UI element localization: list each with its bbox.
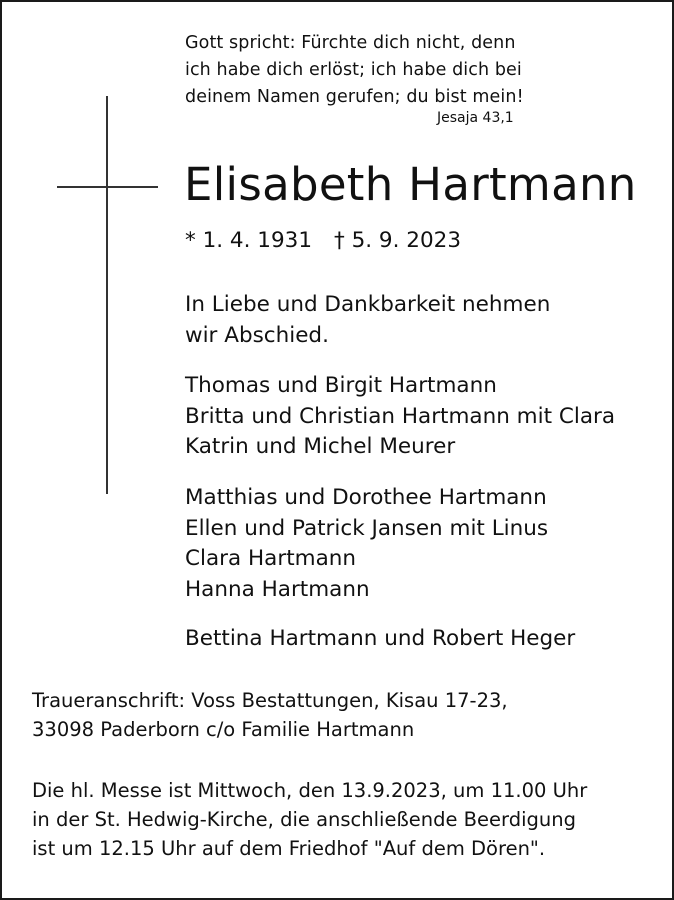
mourner-line: Ellen und Patrick Jansen mit Linus xyxy=(185,515,549,541)
service-line: ist um 12.15 Uhr auf dem Friedhof "Auf dem Dören". xyxy=(32,837,546,860)
mourner-line: Katrin und Michel Meurer xyxy=(185,434,456,459)
life-dates xyxy=(185,228,461,253)
quote-line: ich habe dich erlöst; ich habe dich bei xyxy=(185,60,522,80)
mourner-line: Bettina Hartmann und Robert Heger xyxy=(185,626,576,651)
cross-icon-horizontal-bar xyxy=(57,186,158,188)
quote-line: deinem Namen gerufen; du bist mein! xyxy=(185,87,524,107)
address-line: Traueranschrift: Voss Bestattungen, Kisau 17-23, xyxy=(32,689,508,712)
cross-icon-vertical-bar xyxy=(106,96,108,494)
farewell-text xyxy=(185,290,550,351)
address-line: 33098 Paderborn c/o Familie Hartmann xyxy=(32,718,415,741)
mourner-line: Thomas und Birgit Hartmann xyxy=(185,373,497,398)
mourners-group-1 xyxy=(185,371,615,463)
quote-line: Gott spricht: Fürchte dich nicht, denn xyxy=(185,33,516,53)
service-line: in der St. Hedwig-Kirche, die anschließende Beerdigung xyxy=(32,808,576,831)
quote-source: Jesaja 43,1 xyxy=(437,110,514,126)
mourner-line: Clara Hartmann xyxy=(185,546,356,571)
mourning-address xyxy=(32,686,508,744)
deceased-name: Elisabeth Hartmann xyxy=(184,158,637,211)
farewell-line: wir Abschied. xyxy=(185,322,329,348)
mourner-line: Hanna Hartmann xyxy=(185,576,370,602)
bible-quote xyxy=(185,30,545,111)
service-line: Die hl. Messe ist Mittwoch, den 13.9.2023, um 11.00 Uhr xyxy=(32,779,588,802)
mourners-group-2 xyxy=(185,483,548,605)
mourners-group-3 xyxy=(185,624,575,655)
mourner-line: Britta und Christian Hartmann mit Clara xyxy=(185,403,616,429)
mourner-line: Matthias und Dorothee Hartmann xyxy=(185,485,547,510)
death-date: † 5. 9. 2023 xyxy=(334,228,461,253)
service-info xyxy=(32,776,587,863)
birth-date: * 1. 4. 1931 xyxy=(185,228,312,253)
farewell-line: In Liebe und Dankbarkeit nehmen xyxy=(185,292,551,317)
